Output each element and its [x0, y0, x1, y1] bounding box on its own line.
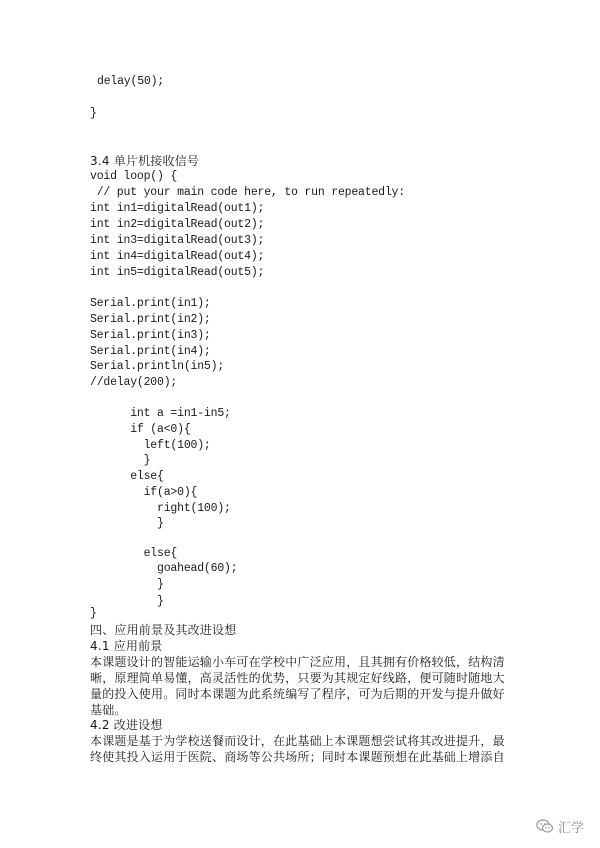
code-line: int in1=digitalRead(out1); [90, 202, 265, 215]
code-line: int in5=digitalRead(out5); [90, 266, 265, 279]
code-line: } [90, 607, 97, 620]
code-line: // put your main code here, to run repeatedly: [90, 186, 405, 199]
code-line: else{ [90, 470, 164, 483]
code-line: int in3=digitalRead(out3); [90, 234, 265, 247]
subsection-heading: 4.1 应用前景 [90, 639, 163, 653]
code-line: Serial.print(in1); [90, 297, 211, 310]
paragraph-line: 终使其投入运用于医院、商场等公共场所；同时本课题预想在此基础上增添自 [90, 750, 505, 764]
code-line: } [90, 517, 164, 530]
code-line: void loop() { [90, 170, 178, 183]
paragraph-line: 本课题设计的智能运输小车可在学校中广泛应用，且其拥有价格较低，结构清 [90, 655, 505, 669]
code-line: int in2=digitalRead(out2); [90, 218, 265, 231]
code-line: } [90, 454, 151, 467]
paragraph-line: 量的投入使用。同时本课题为此系统编写了程序，可为后期的开发与提升做好 [90, 687, 505, 701]
code-line: Serial.print(in4); [90, 345, 211, 358]
code-line: int a =in1-in5; [90, 407, 231, 420]
code-line: left(100); [90, 439, 211, 452]
section-heading: 3.4 单片机接收信号 [90, 154, 200, 168]
code-line: Serial.println(in5); [90, 360, 225, 373]
code-line: int in4=digitalRead(out4); [90, 250, 265, 263]
paragraph-line: 本课题是基于为学校送餐而设计，在此基础上本课题想尝试将其改进提升，最 [90, 734, 505, 748]
code-line: } [90, 578, 164, 591]
code-line: if(a>0){ [90, 486, 198, 499]
code-line: right(100); [90, 502, 231, 515]
subsection-heading: 4.2 改进设想 [90, 718, 163, 732]
code-line: } [90, 107, 97, 120]
code-line: goahead(60); [90, 562, 238, 575]
paragraph-line: 晰，原理简单易懂，高灵活性的优势，只要为其规定好线路，便可随时随地大 [90, 671, 505, 685]
section-heading: 四、应用前景及其改进设想 [90, 623, 237, 637]
code-line: } [90, 595, 164, 608]
watermark-text: 汇学 [557, 821, 584, 836]
code-line: //delay(200); [90, 376, 178, 389]
watermark [536, 817, 584, 836]
code-line: if (a<0){ [90, 423, 191, 436]
wechat-icon [536, 819, 554, 834]
code-line: Serial.print(in3); [90, 329, 211, 342]
code-line: else{ [90, 547, 178, 560]
code-line: delay(50); [97, 75, 165, 88]
code-line: Serial.print(in2); [90, 313, 211, 326]
paragraph-line: 基础。 [90, 703, 127, 717]
